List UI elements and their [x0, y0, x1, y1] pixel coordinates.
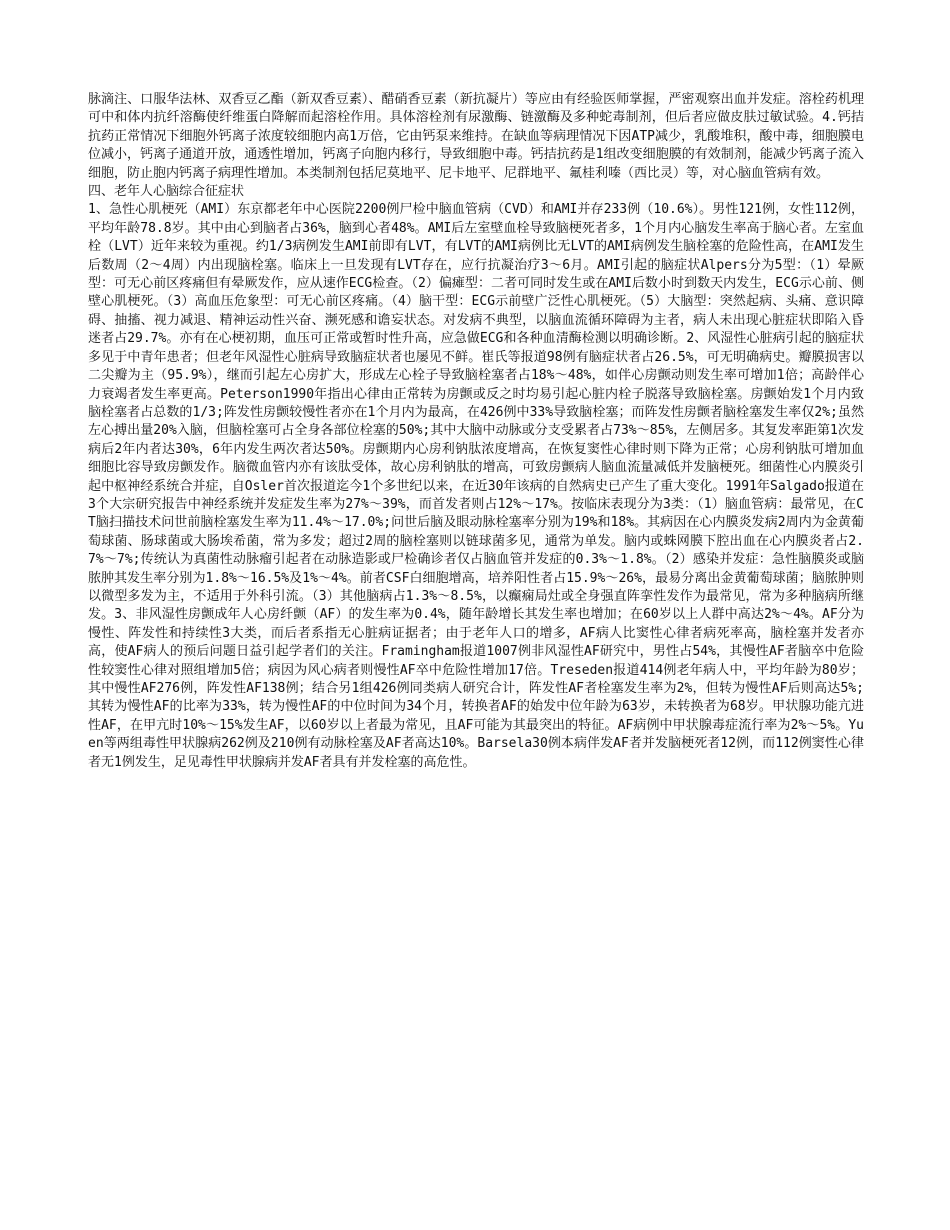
paragraph-cardio-cerebral-syndromes: 1、急性心肌梗死（AMI）东京都老年中心医院2200例尸检中脑血管病（CVD）和AMI并存233例（10.6%）。男性121例，女性112例，平均年龄78.8岁。其中由心到脑者占36%，脑到心者48%。AMI后左室壁血栓导致脑梗死者多，1个月内心脑发生率高于脑心者。左室血栓（LVT）近年来较为重视。约1/3病例发生AMI前即有LVT，有LVT的AMI病例比无LVT的AMI病例发生脑栓塞的危险性高，在AMI发生后数周（2～4周）内出现脑栓塞。临床上一旦发现有LVT存在，应行抗凝治疗3～6月。AMI引起的脑症状Alpers分为5型：（1）晕厥型：可无心前区疼痛但有晕厥发作，应从速作ECG检查。（2）偏瘫型：二者可同时发生或在AMI后数小时到数天内发生，ECG示心前、侧壁心肌梗死。（3）高血压危象型：可无心前区疼痛。（4）脑干型：ECG示前壁广泛性心肌梗死。（5）大脑型：突然起病、头痛、意识障碍、抽搐、视力减退、精神运动性兴奋、濒死感和谵妄状态。对发病不典型，以脑血流循环障碍为主者，病人未出现心脏症状即陷入昏迷者占29.7%。亦有在心梗初期，血压可正常或暂时性升高，应急做ECG和各种血清酶检测以明确诊断。2、风湿性心脏病引起的脑症状多见于中青年患者；但老年风湿性心脏病导致脑症状者也屡见不鲜。崔氏等报道98例有脑症状者占26.5%，可无明确病史。瓣膜损害以二尖瓣为主（95.9%），继而引起左心房扩大，形成左心栓子导致脑栓塞者占18%～48%，如伴心房颤动则发生率可增加1倍；高龄伴心力衰竭者发生率更高。Peterson1990年指出心律由正常转为房颤或反之时均易引起心脏内栓子脱落导致脑栓塞。房颤始发1个月内致脑栓塞者占总数的1/3;阵发性房颤较慢性者亦在1个月内为最高，在426例中33%导致脑栓塞；而阵发性房颤者脑栓塞发生率仅2%;虽然左心搏出量20%入脑，但脑栓塞可占全身各部位栓塞的50%;其中大脑中动脉或分支受累者占73%～85%，左侧居多。其复发率距第1次发病后2年内者达30%，6年内发生两次者达50%。房颤期内心房利钠肽浓度增高，在恢复窦性心律时则下降为正常；心房利钠肽可增加血细胞比容导致房颤发作。脑微血管内亦有该肽受体，故心房利钠肽的增高，可致房颤病人脑血流量减低并发脑梗死。细菌性心内膜炎引起中枢神经系统合并症，自Osler首次报道迄今1个多世纪以来，在近30年该病的自然病史已产生了重大变化。1991年Salgado报道在3个大宗研究报告中神经系统并发症发生率为27%～39%，而首发者则占12%～17%。按临床表现分为3类：（1）脑血管病：最常见，在CT脑扫描技术问世前脑栓塞发生率为11.4%～17.0%;问世后脑及眼动脉栓塞率分别为19%和18%。其病因在心内膜炎发病2周内为金黄葡萄球菌、肠球菌或大肠埃希菌，常为多发；超过2周的脑栓塞则以链球菌多见，通常为单发。脑内或蛛网膜下腔出血在心内膜炎者占2.7%～7%;传统认为真菌性动脉瘤引起者在动脉造影或尸检确诊者仅占脑血管并发症的0.3%～1.8%。（2）感染并发症：急性脑膜炎或脑脓肿其发生率分别为1.8%～16.5%及1%～4%。前者CSF白细胞增高，培养阳性者占15.9%～26%，最易分离出金黄葡萄球菌；脑脓肿则以微型多发为主，不适用于外科引流。（3）其他脑病占1.3%～8.5%，以癫痫局灶或全身强直阵挛性发作为最常见，常为多种脑病所继发。3、非风湿性房颤成年人心房纤颤（AF）的发生率为0.4%，随年龄增长其发生率也增加；在60岁以上人群中高达2%～4%。AF分为慢性、阵发性和持续性3大类，而后者系指无心脏病证据者；由于老年人口的增多，AF病人比窦性心律者病死率高，脑栓塞并发者亦高，使AF病人的预后问题日益引起学者们的关注。Framingham报道1007例非风湿性AF研究中，男性占54%，其慢性AF者脑卒中危险性较窦性心律对照组增加5倍；病因为风心病者则慢性AF卒中危险性增加17倍。Treseden报道414例老年病人中，平均年龄为80岁；其中慢性AF276例，阵发性AF138例；结合另1组426例同类病人研究合计，阵发性AF者栓塞发生率为2%，但转为慢性AF后则高达5%;其转为慢性AF的比率为33%，转为慢性AF的中位时间为34个月，转换者AF的始发中位年龄为63岁，未转换者为68岁。甲状腺功能亢进性AF，在甲亢时10%～15%发生AF，以60岁以上者最为常见，且AF可能为其最突出的特征。AF病例中甲状腺毒症流行率为2%～5%。Yuen等两组毒性甲状腺病262例及210例有动脉栓塞及AF者高达10%。Barsela30例本病伴发AF者并发脑梗死者12例，而112例窦性心律者无1例发生，足见毒性甲状腺病并发AF者具有并发栓塞的高危性。: [88, 202, 864, 770]
document-page: [88, 91, 864, 772]
paragraph-thrombolysis-calcium: 脉滴注、口服华法林、双香豆乙酯（新双香豆素）、醋硝香豆素（新抗凝片）等应由有经验医师掌握，严密观察出血并发症。溶栓药机理可中和体内抗纤溶酶使纤维蛋白降解而起溶栓作用。具体溶栓剂有尿激酶、链激酶及多种蛇毒制剂，但后者应做皮肤过敏试验。4.钙拮抗药正常情况下细胞外钙离子浓度较细胞内高1万倍，它由钙泵来维持。在缺血等病理情况下因ATP减少，乳酸堆积，酸中毒，细胞膜电位减小，钙离子通道开放，通透性增加，钙离子向胞内移行，导致细胞中毒。钙拮抗药是1组改变细胞膜的有效制剂，能减少钙离子流入细胞，防止胞内钙离子病理性增加。本类制剂包括尼莫地平、尼卡地平、尼群地平、氟桂利嗪（西比灵）等，对心脑血管病有效。: [88, 92, 864, 181]
section-heading: 四、老年人心脑综合征症状: [88, 184, 245, 200]
